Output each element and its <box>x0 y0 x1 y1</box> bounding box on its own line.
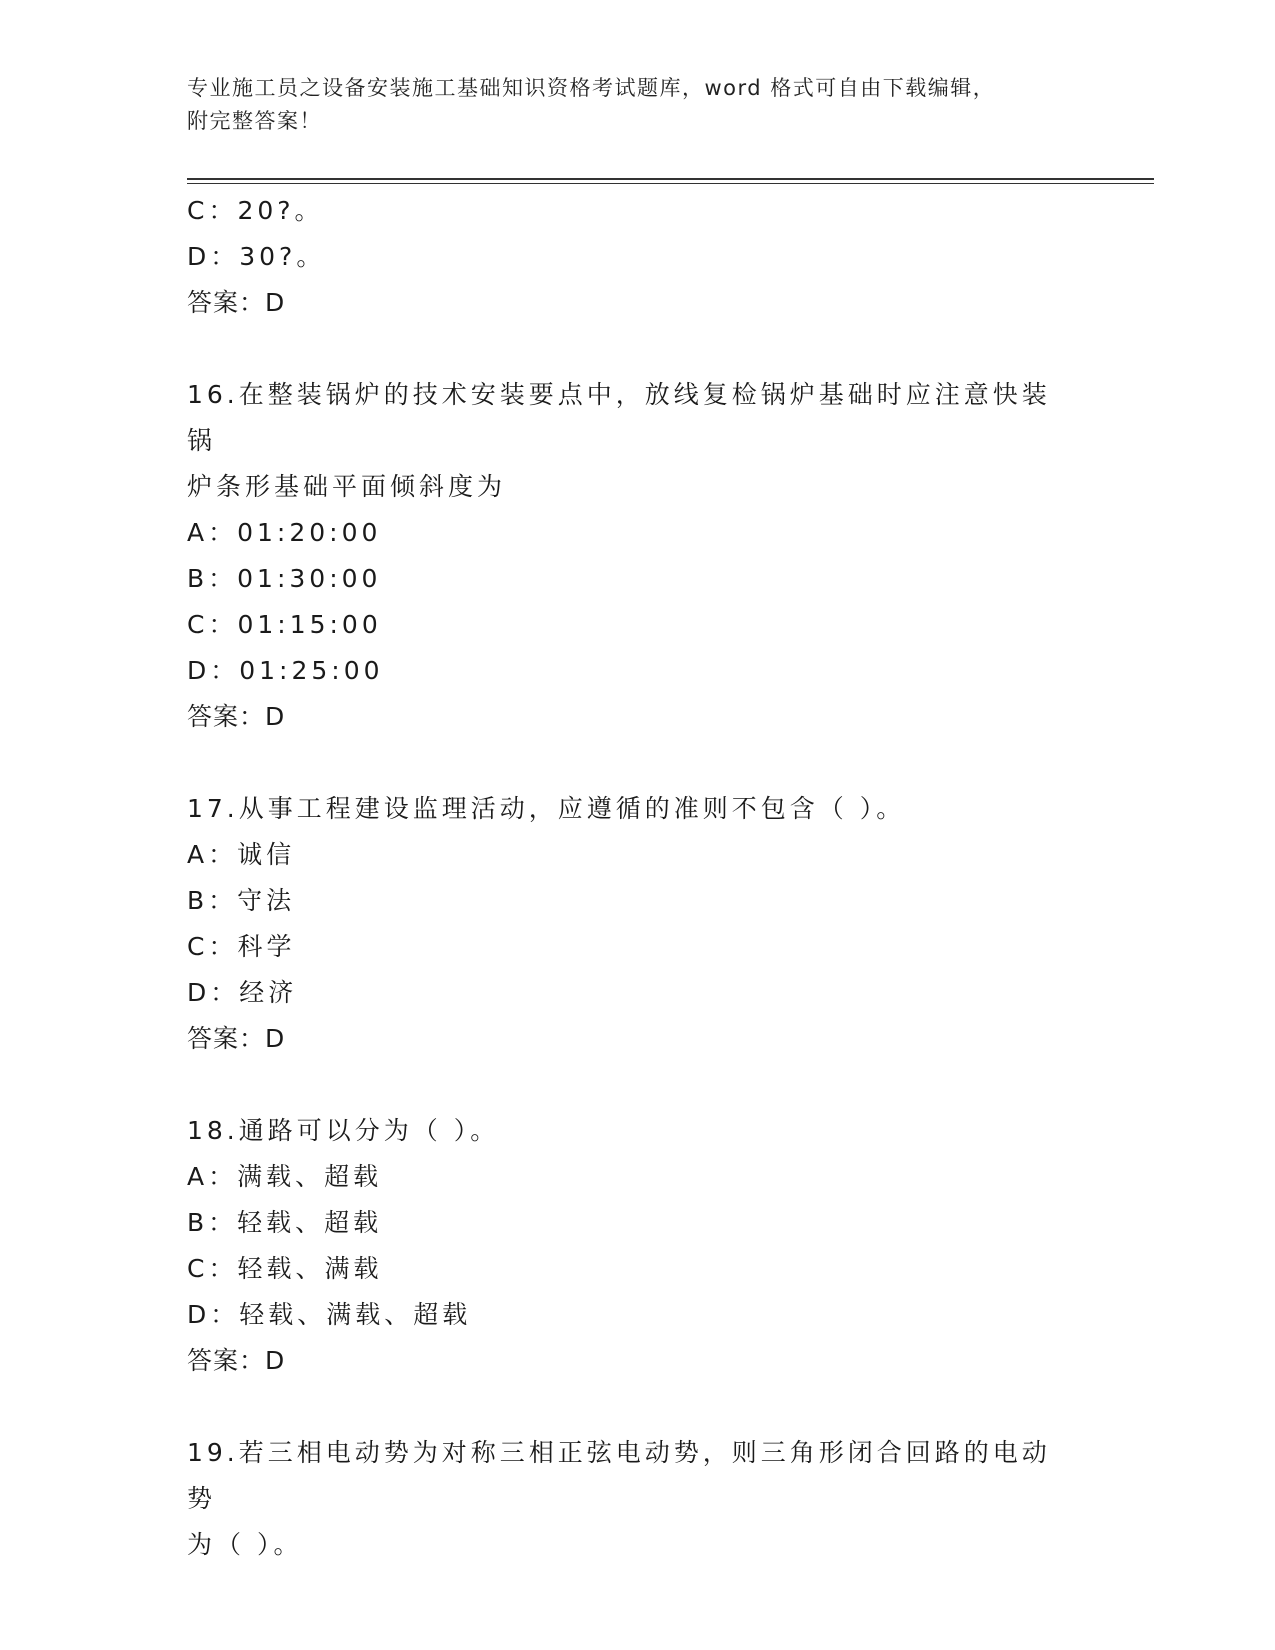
option-d: D：30?。 <box>187 242 326 271</box>
option-d: D：01:25:00 <box>187 656 384 685</box>
question-16 <box>187 372 1087 740</box>
spacer <box>187 326 1087 372</box>
option-c: C：轻载、满载 <box>187 1254 383 1283</box>
header-line-2: 附完整答案！ <box>187 109 322 133</box>
answer: 答案：D <box>187 288 286 317</box>
question-stem-line-2: 炉条形基础平面倾斜度为 <box>187 472 507 501</box>
question-15-continued <box>187 188 1087 326</box>
option-d: D：经济 <box>187 978 298 1007</box>
option-d: D：轻载、满载、超载 <box>187 1300 472 1329</box>
question-19 <box>187 1430 1087 1568</box>
question-stem-line-1: 16.在整装锅炉的技术安装要点中，放线复检锅炉基础时应注意快装锅 <box>187 380 1051 455</box>
spacer <box>187 1384 1087 1430</box>
option-c: C：01:15:00 <box>187 610 382 639</box>
option-a: A：01:20:00 <box>187 518 382 547</box>
option-b: B：01:30:00 <box>187 564 382 593</box>
document-header <box>187 72 1067 138</box>
spacer <box>187 1062 1087 1108</box>
answer: 答案：D <box>187 1346 286 1375</box>
header-rule-bottom <box>187 183 1154 184</box>
option-a: A：满载、超载 <box>187 1162 383 1191</box>
answer: 答案：D <box>187 702 286 731</box>
option-a: A：诚信 <box>187 840 296 869</box>
option-b: B：轻载、超载 <box>187 1208 383 1237</box>
option-c: C：科学 <box>187 932 296 961</box>
header-line-1: 专业施工员之设备安装施工基础知识资格考试题库，word 格式可自由下载编辑， <box>187 76 996 100</box>
document-body <box>187 188 1087 1568</box>
question-stem-line-2: 为（ ）。 <box>187 1530 303 1559</box>
question-stem-line-1: 19.若三相电动势为对称三相正弦电动势，则三角形闭合回路的电动势 <box>187 1438 1051 1513</box>
question-17 <box>187 786 1087 1062</box>
question-18 <box>187 1108 1087 1384</box>
answer: 答案：D <box>187 1024 286 1053</box>
option-c: C：20?。 <box>187 196 324 225</box>
question-stem-line-1: 17.从事工程建设监理活动，应遵循的准则不包含（ ）。 <box>187 794 906 823</box>
header-rule-top <box>187 178 1154 180</box>
spacer <box>187 740 1087 786</box>
option-b: B：守法 <box>187 886 296 915</box>
question-stem-line-1: 18.通路可以分为（ ）。 <box>187 1116 500 1145</box>
